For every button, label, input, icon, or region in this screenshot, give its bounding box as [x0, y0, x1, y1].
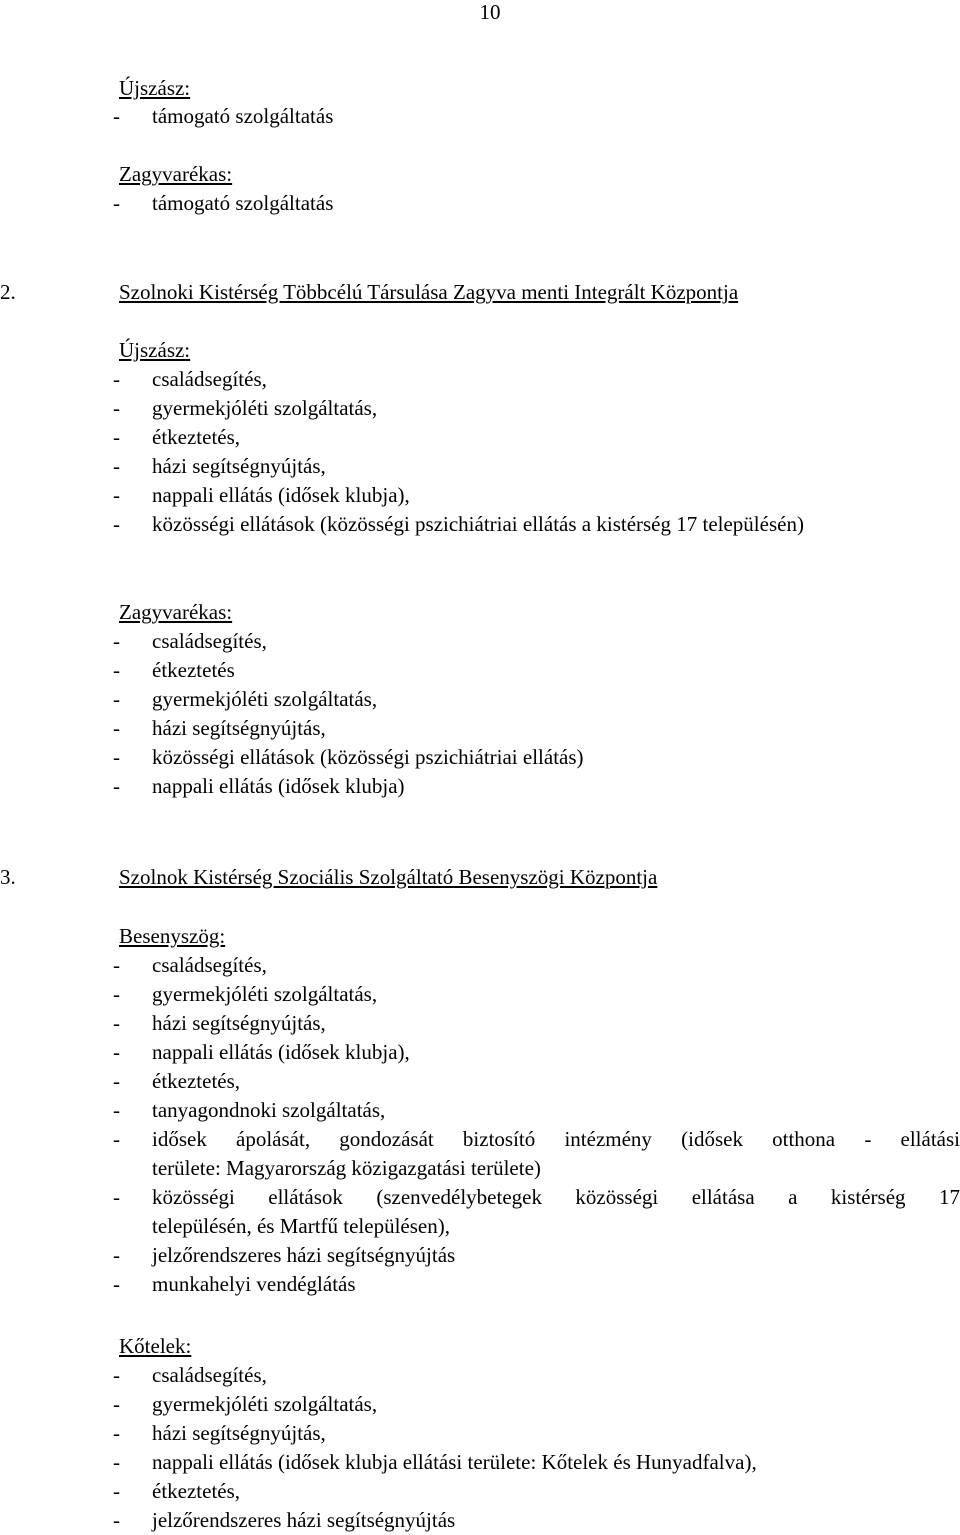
list-item: - gyermekjóléti szolgáltatás,	[113, 396, 378, 420]
list-item: - családsegítés,	[113, 367, 267, 391]
place-heading-ujszasz-2: Újszász:	[119, 338, 191, 362]
list-item: - étkeztetés,	[113, 1069, 241, 1093]
list-item: - tanyagondnoki szolgáltatás,	[113, 1098, 386, 1122]
section-title: Szolnoki Kistérség Többcélú Társulása Zagyva menti Integrált Központja	[119, 280, 739, 304]
section-title: Szolnok Kistérség Szociális Szolgáltató Besenyszögi Központja	[119, 865, 658, 889]
service-list	[0, 189, 960, 218]
list-item: - nappali ellátás (idősek klubja ellátási területe: Kőtelek és Hunyadfalva),	[113, 1450, 757, 1474]
list-item: - családsegítés,	[113, 629, 267, 653]
list-item: - támogató szolgáltatás	[113, 191, 334, 215]
section-number: 3.	[0, 865, 16, 889]
service-list	[0, 1361, 960, 1535]
list-item: - étkeztetés	[113, 658, 235, 682]
list-item: - közösségi ellátások (közösségi pszichiátriai ellátás)	[113, 745, 584, 769]
section-number: 2.	[0, 280, 16, 304]
service-list	[0, 102, 960, 131]
list-item: - házi segítségnyújtás,	[113, 716, 326, 740]
place-heading-zagyvarekas-2: Zagyvarékas:	[119, 600, 233, 624]
service-list	[0, 627, 960, 801]
list-item: - étkeztetés,	[113, 1479, 241, 1503]
place-heading-besenyszog: Besenyszög:	[119, 924, 226, 948]
list-item: - étkeztetés,	[113, 425, 241, 449]
list-item: - gyermekjóléti szolgáltatás,	[113, 982, 378, 1006]
list-item: - jelzőrendszeres házi segítségnyújtás	[113, 1508, 456, 1532]
place-heading-kotelek: Kőtelek:	[119, 1334, 192, 1358]
list-item: - jelzőrendszeres házi segítségnyújtás	[113, 1243, 456, 1267]
list-item: - házi segítségnyújtás,	[113, 1011, 326, 1035]
service-list	[0, 365, 960, 539]
service-list	[0, 951, 960, 1299]
list-item: - közösségi ellátások (szenvedélybetegek közösségi ellátása a kistérség 17 településén, és Martfű településen),	[113, 1185, 960, 1238]
list-item: - közösségi ellátások (közösségi pszichiátriai ellátás a kistérség 17 településén)	[113, 512, 804, 536]
list-item: - nappali ellátás (idősek klubja),	[113, 483, 410, 507]
list-item: - nappali ellátás (idősek klubja),	[113, 1040, 410, 1064]
list-item: - családsegítés,	[113, 1363, 267, 1387]
list-item: - házi segítségnyújtás,	[113, 454, 326, 478]
list-item: - munkahelyi vendéglátás	[113, 1272, 356, 1296]
list-item: - családsegítés,	[113, 953, 267, 977]
page-number: 10	[479, 0, 501, 24]
list-item: - gyermekjóléti szolgáltatás,	[113, 1392, 378, 1416]
list-item: - házi segítségnyújtás,	[113, 1421, 326, 1445]
list-item: - nappali ellátás (idősek klubja)	[113, 774, 405, 798]
place-heading-ujszasz-1: Újszász:	[119, 76, 191, 100]
list-item: - gyermekjóléti szolgáltatás,	[113, 687, 378, 711]
list-item: - támogató szolgáltatás	[113, 104, 334, 128]
list-item: - idősek ápolását, gondozását biztosító intézmény (idősek otthona - ellátási területe: Magyarország közigazgatási területe)	[113, 1127, 960, 1180]
place-heading-zagyvarekas-1: Zagyvarékas:	[119, 162, 233, 186]
